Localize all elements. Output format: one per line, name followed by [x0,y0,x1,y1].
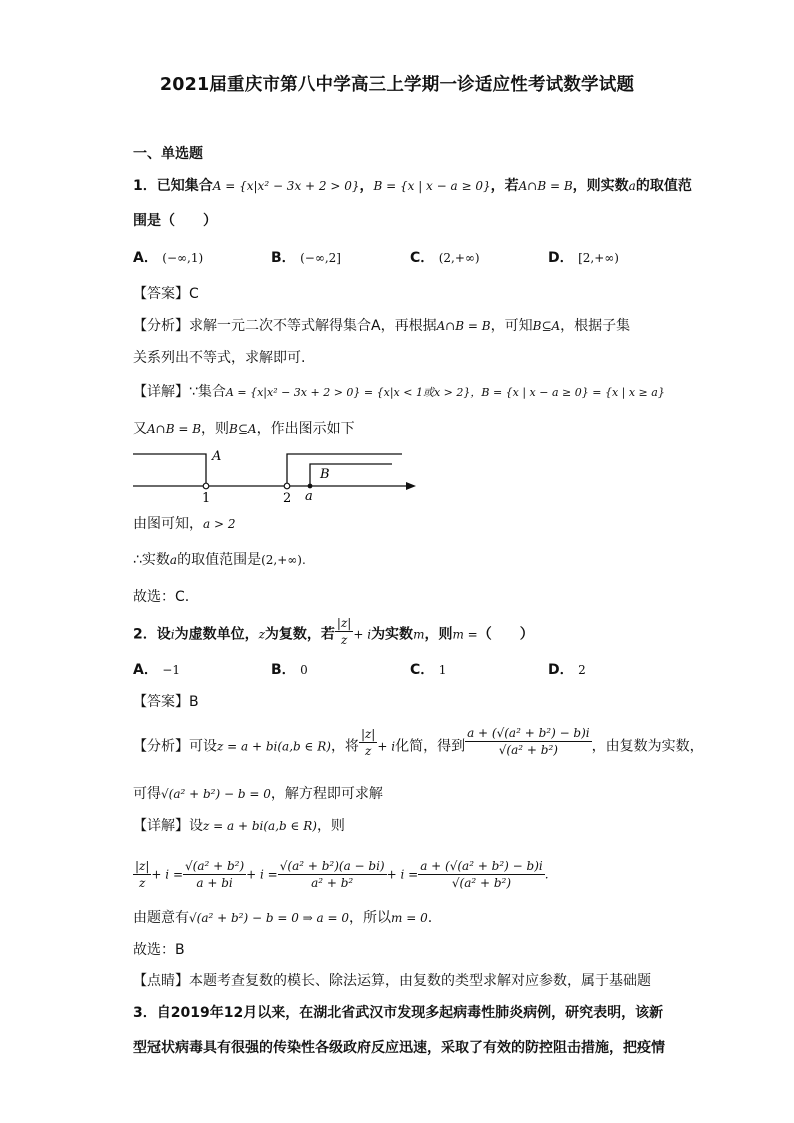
set-a-left-bracket [133,454,206,486]
fig-tick-a: a [305,489,313,504]
q1-detail-line2: 又A∩B = B，则B⊆A，作出图示如下 [133,421,355,437]
q1-analysis-line1: 【分析】求解一元二次不等式解得集合A，再根据A∩B = B，可知B⊆A，根据子集 [133,318,631,334]
fig-tick-1: 1 [202,491,211,506]
q1-stem-line2: 围是（ ） [133,213,217,229]
q2-detail-equation: $\frac{|z|}{z}$ + i = $\frac{\text{√(a² + b²)}}{a + bi}$ + i = $\frac{\text{√(a² + b²)(a − bi)}}{\text{a² + b²}}$ + i = $\frac{\text{a + (√(a² + b²) − b)i}}{\text{√(a² + b²)}}$ . [135,859,549,890]
q2-stem-fraction: $\frac{|z|}{z}$ [336,616,352,647]
q2-answer: 【答案】B [133,694,199,710]
q1-detail-line1: 【详解】∵集合A = {x|x² − 3x + 2 > 0} = {x|x < 1或x > 2}，B = {x | x − a ≥ 0} = {x | x ≥ a} [133,384,665,400]
q2-option-b: B． 0 [271,662,308,678]
q1-stem-line1: 1．已知集合A = {x|x² − 3x + 2 > 0}，B = {x | x − a ≥ 0}，若A∩B = B，则实数a的取值范 [133,178,692,194]
fig-label-b: B [320,467,330,482]
q1-answer: 【答案】C [133,286,199,302]
q2-analysis-line2: 可得√(a² + b²) − b = 0，解方程即可求解 [133,786,383,802]
q2-analysis-small-fraction: $\frac{|z|}{z}$ [360,727,376,758]
open-point-2 [284,483,290,489]
q2-detail-line1: 【详解】设z = a + bi(a,b ∈ R)，则 [133,818,345,834]
q1-analysis-line2: 关系列出不等式，求解即可. [133,350,306,366]
q3-stem-line2: 型冠状病毒具有很强的传染性各级政府反应迅速，采取了有效的防控阻击措施，把疫情 [133,1040,665,1056]
closed-point-a [308,484,313,489]
q3-stem-line1: 3．自2019年12月以来，在湖北省武汉市发现多起病毒性肺炎病例，研究表明，该新 [133,1005,664,1021]
number-line-figure [130,446,420,506]
eq-frac-2: $\frac{\text{√(a² + b²)(a − bi)}}{\text{a² + b²}}$ [279,859,385,890]
eq-frac-3: $\frac{\text{a + (√(a² + b²) − b)i}}{\text{√(a² + b²)}}$ [420,859,543,890]
axis-arrow-icon [406,482,416,490]
fig-label-a: A [212,449,222,464]
q2-detail-line3: 由题意有√(a² + b²) − b = 0 ⇒ a = 0，所以m = 0. [133,910,433,926]
section-heading: 一、单选题 [133,146,203,162]
open-point-1 [203,483,209,489]
q2-option-d: D． 2 [548,662,586,678]
eq-frac-0: $\frac{|z|}{z}$ [135,859,150,890]
q1-detail-line5: 故选：C. [133,589,190,605]
q2-option-a: A． −1 [133,662,180,678]
fig-tick-2: 2 [283,491,292,506]
q1-set-a: A = {x|x² − 3x + 2 > 0} [212,179,360,193]
q1-option-b: B． (−∞,2] [271,250,341,266]
page-title: 2021届重庆市第八中学高三上学期一诊适应性考试数学试题 [159,75,635,95]
q2-analysis-fraction: $\frac{\text{a + (√(a² + b²) − b)i}}{\text{√(a² + b²)}}$ [467,726,590,757]
eq-frac-1: $\frac{\text{√(a² + b²)}}{a + bi}$ [185,859,245,890]
q2-detail-line4: 故选：B [133,942,185,958]
q1-option-a: A． (−∞,1) [133,250,204,266]
q1-detail-line4: ∴实数a的取值范围是(2,+∞). [133,552,306,568]
q2-option-c: C． 1 [410,662,447,678]
q1-option-c: C． (2,+∞) [410,250,480,266]
q1-detail-line3: 由图可知，a > 2 [133,516,236,532]
set-a-right-bracket [287,454,402,486]
q2-stem: 2．设i为虚数单位，z为复数，若 $\frac{|z|}{z}$ + i为实数m，则m =（ ） [133,616,534,647]
q1-set-b: B = {x | x − a ≥ 0} [373,179,491,193]
q2-comment: 【点睛】本题考查复数的模长、除法运算，由复数的类型求解对应参数，属于基础题 [133,973,651,989]
q2-analysis-line1: 【分析】可设z = a + bi(a,b ∈ R)，将 $\frac{|z|}{z}$ + i化简，得到 $\frac{\text{a + (√(a² + b²) − b)i}}{\text{√(a² + b²)}}$ ，由复数为实数， [133,726,704,758]
q1-option-d: D． [2,+∞) [548,250,619,266]
